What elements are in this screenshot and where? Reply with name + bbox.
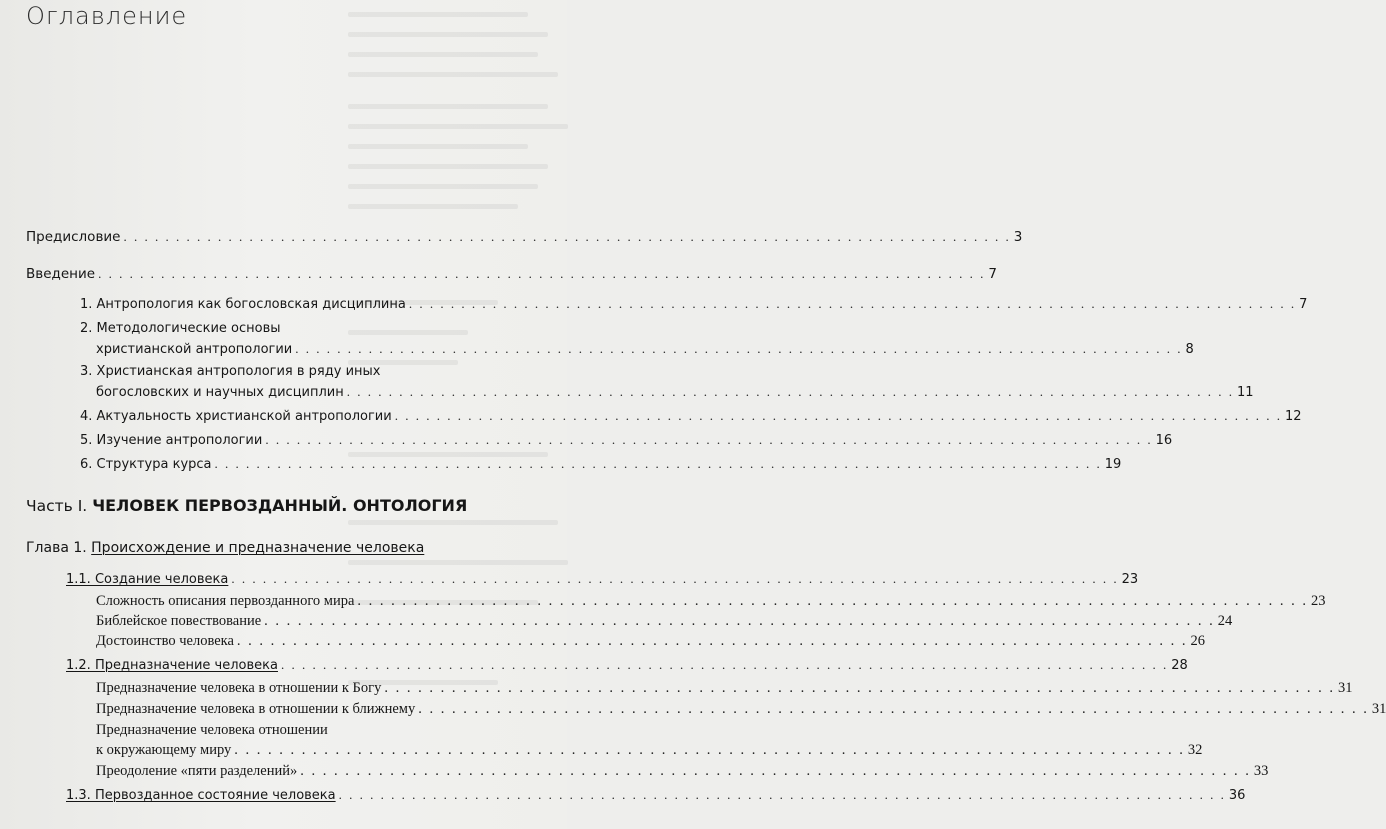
toc-entry-intro-2[interactable] xyxy=(96,341,1194,357)
toc-subsection[interactable] xyxy=(96,680,1353,697)
toc-page-number: 36 xyxy=(1228,788,1246,803)
toc-subsection[interactable] xyxy=(96,613,1233,630)
toc-chapter-heading[interactable] xyxy=(26,540,424,556)
toc-entry-title: 5. Изучение антропологии xyxy=(80,433,263,448)
dot-leader: . . . . . . . . . . . . . . . . . . . . . . . . . . . . . . . . . . . . . . . . . . . . . . . . . . . . . . . . . . . . . . . . . . . . . . . . . . . . . . . . . . . . . xyxy=(123,229,1011,244)
toc-entry-title: Введение xyxy=(26,266,96,282)
toc-entry-title: Предназначение человека в отношении к ближнему xyxy=(96,701,416,717)
dot-leader: . . . . . . . . . . . . . . . . . . . . . . . . . . . . . . . . . . . . . . . . . . . . . . . . . . . . . . . . . . . . . . . . . . . . . . . . . . . . . . . . . . . . . xyxy=(214,456,1102,471)
dot-leader: . . . . . . . . . . . . . . . . . . . . . . . . . . . . . . . . . . . . . . . . . . . . . . . . . . . . . . . . . . . . . . . . . . . . . . . . . . . . . . . . . . . . . xyxy=(98,266,986,281)
toc-entry-preface[interactable] xyxy=(26,229,1023,245)
dot-leader: . . . . . . . . . . . . . . . . . . . . . . . . . . . . . . . . . . . . . . . . . . . . . . . . . . . . . . . . . . . . . . . . . . . . . . . . . . . . . . . . . . . . . xyxy=(384,680,1335,696)
toc-subsection-line1[interactable]: Предназначение человека отношении xyxy=(96,722,328,738)
toc-entry-intro-3-line1[interactable]: 3. Христианская антропология в ряду иных xyxy=(80,364,381,379)
toc-page-number: 3 xyxy=(1013,229,1023,245)
toc-entry-title: христианской антропологии xyxy=(96,342,293,357)
toc-entry-title: 1. Антропология как богословская дисциплина xyxy=(80,297,406,312)
toc-entry-title: к окружающему миру xyxy=(96,742,232,758)
part-prefix: Часть I. xyxy=(26,497,88,515)
toc-subsection[interactable] xyxy=(96,701,1386,718)
toc-entry-intro-6[interactable] xyxy=(80,456,1122,472)
toc-page-number: 31 xyxy=(1337,680,1353,696)
toc-subsection[interactable] xyxy=(96,633,1206,650)
toc-page-number: 26 xyxy=(1190,633,1206,649)
toc-page-number: 33 xyxy=(1253,763,1269,779)
toc-entry-title: Предназначение человека в отношении к Богу xyxy=(96,680,382,696)
toc-entry-title: Достоинство человека xyxy=(96,633,234,649)
toc-entry-intro-4[interactable] xyxy=(80,408,1302,424)
dot-leader: . . . . . . . . . . . . . . . . . . . . . . . . . . . . . . . . . . . . . . . . . . . . . . . . . . . . . . . . . . . . . . . . . . . . . . . . . . . . . . . . . . . . . xyxy=(264,613,1215,629)
toc-page-number: 23 xyxy=(1121,572,1139,587)
toc-page-number: 31 xyxy=(1371,701,1386,717)
toc-subsection[interactable] xyxy=(96,763,1269,780)
dot-leader: . . . . . . . . . . . . . . . . . . . . . . . . . . . . . . . . . . . . . . . . . . . . . . . . . . . . . . . . . . . . . . . . . . . . . . . . . . . . . . . . . . . . . xyxy=(408,296,1297,311)
toc-page-number: 11 xyxy=(1237,385,1254,400)
toc-subsection[interactable] xyxy=(96,593,1326,610)
toc-page-number: 28 xyxy=(1171,658,1188,673)
toc-entry-title: 4. Актуальность христианской антропологии xyxy=(80,409,392,424)
toc-section-1-3[interactable] xyxy=(66,787,1246,803)
toc-page-number: 19 xyxy=(1104,457,1122,472)
toc-page-number: 23 xyxy=(1311,593,1326,609)
toc-entry-title: Библейское повествование xyxy=(96,613,262,629)
dot-leader: . . . . . . . . . . . . . . . . . . . . . . . . . . . . . . . . . . . . . . . . . . . . . . . . . . . . . . . . . . . . . . . . . . . . . . . . . . . . . . . . . . . . . xyxy=(295,341,1183,356)
toc-entry-title: 1.2. Предназначение человека xyxy=(66,658,278,673)
toc-page-number: 16 xyxy=(1155,433,1173,448)
toc-subsection[interactable] xyxy=(96,742,1203,759)
toc-page-number: 7 xyxy=(1299,297,1308,312)
toc-entry-introduction[interactable] xyxy=(26,266,997,282)
toc-entry-title: Предисловие xyxy=(26,229,121,245)
toc-entry-intro-2-line1[interactable]: 2. Методологические основы xyxy=(80,321,281,336)
toc-entry-title: Преодоление «пяти разделений» xyxy=(96,763,298,779)
dot-leader: . . . . . . . . . . . . . . . . . . . . . . . . . . . . . . . . . . . . . . . . . . . . . . . . . . . . . . . . . . . . . . . . . . . . . . . . . . . . . . . . . . . . . xyxy=(346,384,1234,399)
toc-page-number: 8 xyxy=(1185,342,1194,357)
toc-entry-intro-3[interactable] xyxy=(96,384,1254,400)
toc-part-heading[interactable] xyxy=(26,496,467,515)
toc-entry-title: богословских и научных дисциплин xyxy=(96,385,344,400)
toc-entry-title: 1.1. Создание человека xyxy=(66,572,229,587)
toc-entry-title: 1.3. Первозданное состояние человека xyxy=(66,788,336,803)
toc-entry-title: Сложность описания первозданного мира xyxy=(96,593,355,609)
toc-entry-intro-1[interactable] xyxy=(80,296,1308,312)
toc-heading: Оглавление xyxy=(26,2,188,30)
dot-leader: . . . . . . . . . . . . . . . . . . . . . . . . . . . . . . . . . . . . . . . . . . . . . . . . . . . . . . . . . . . . . . . . . . . . . . . . . . . . . . . . . . . . . xyxy=(236,633,1188,649)
chapter-prefix: Глава 1. xyxy=(26,540,87,556)
dot-leader: . . . . . . . . . . . . . . . . . . . . . . . . . . . . . . . . . . . . . . . . . . . . . . . . . . . . . . . . . . . . . . . . . . . . . . . . . . . . . . . . . . . . . xyxy=(280,657,1169,672)
dot-leader: . . . . . . . . . . . . . . . . . . . . . . . . . . . . . . . . . . . . . . . . . . . . . . . . . . . . . . . . . . . . . . . . . . . . . . . . . . . . . . . . . . . . . xyxy=(394,408,1282,423)
toc-section-1-1[interactable] xyxy=(66,571,1139,587)
toc-entry-intro-5[interactable] xyxy=(80,432,1173,448)
dot-leader: . . . . . . . . . . . . . . . . . . . . . . . . . . . . . . . . . . . . . . . . . . . . . . . . . . . . . . . . . . . . . . . . . . . . . . . . . . . . . . . . . . . . . xyxy=(418,701,1369,717)
toc-section-1-2[interactable] xyxy=(66,657,1188,673)
dot-leader: . . . . . . . . . . . . . . . . . . . . . . . . . . . . . . . . . . . . . . . . . . . . . . . . . . . . . . . . . . . . . . . . . . . . . . . . . . . . . . . . . . . . . xyxy=(300,763,1251,779)
dot-leader: . . . . . . . . . . . . . . . . . . . . . . . . . . . . . . . . . . . . . . . . . . . . . . . . . . . . . . . . . . . . . . . . . . . . . . . . . . . . . . . . . . . . . xyxy=(338,787,1226,802)
dot-leader: . . . . . . . . . . . . . . . . . . . . . . . . . . . . . . . . . . . . . . . . . . . . . . . . . . . . . . . . . . . . . . . . . . . . . . . . . . . . . . . . . . . . . xyxy=(357,593,1309,609)
dot-leader: . . . . . . . . . . . . . . . . . . . . . . . . . . . . . . . . . . . . . . . . . . . . . . . . . . . . . . . . . . . . . . . . . . . . . . . . . . . . . . . . . . . . . xyxy=(234,742,1185,758)
toc-page-number: 12 xyxy=(1284,409,1302,424)
dot-leader: . . . . . . . . . . . . . . . . . . . . . . . . . . . . . . . . . . . . . . . . . . . . . . . . . . . . . . . . . . . . . . . . . . . . . . . . . . . . . . . . . . . . . xyxy=(231,571,1119,586)
toc-entry-title: 6. Структура курса xyxy=(80,457,212,472)
toc-page-number: 7 xyxy=(988,266,997,282)
chapter-title: Происхождение и предназначение человека xyxy=(91,540,425,556)
toc-page-number: 24 xyxy=(1217,613,1233,629)
part-title: ЧЕЛОВЕК ПЕРВОЗДАННЫЙ. ОНТОЛОГИЯ xyxy=(92,496,468,515)
dot-leader: . . . . . . . . . . . . . . . . . . . . . . . . . . . . . . . . . . . . . . . . . . . . . . . . . . . . . . . . . . . . . . . . . . . . . . . . . . . . . . . . . . . . . xyxy=(265,432,1153,447)
toc-page-number: 32 xyxy=(1187,742,1203,758)
